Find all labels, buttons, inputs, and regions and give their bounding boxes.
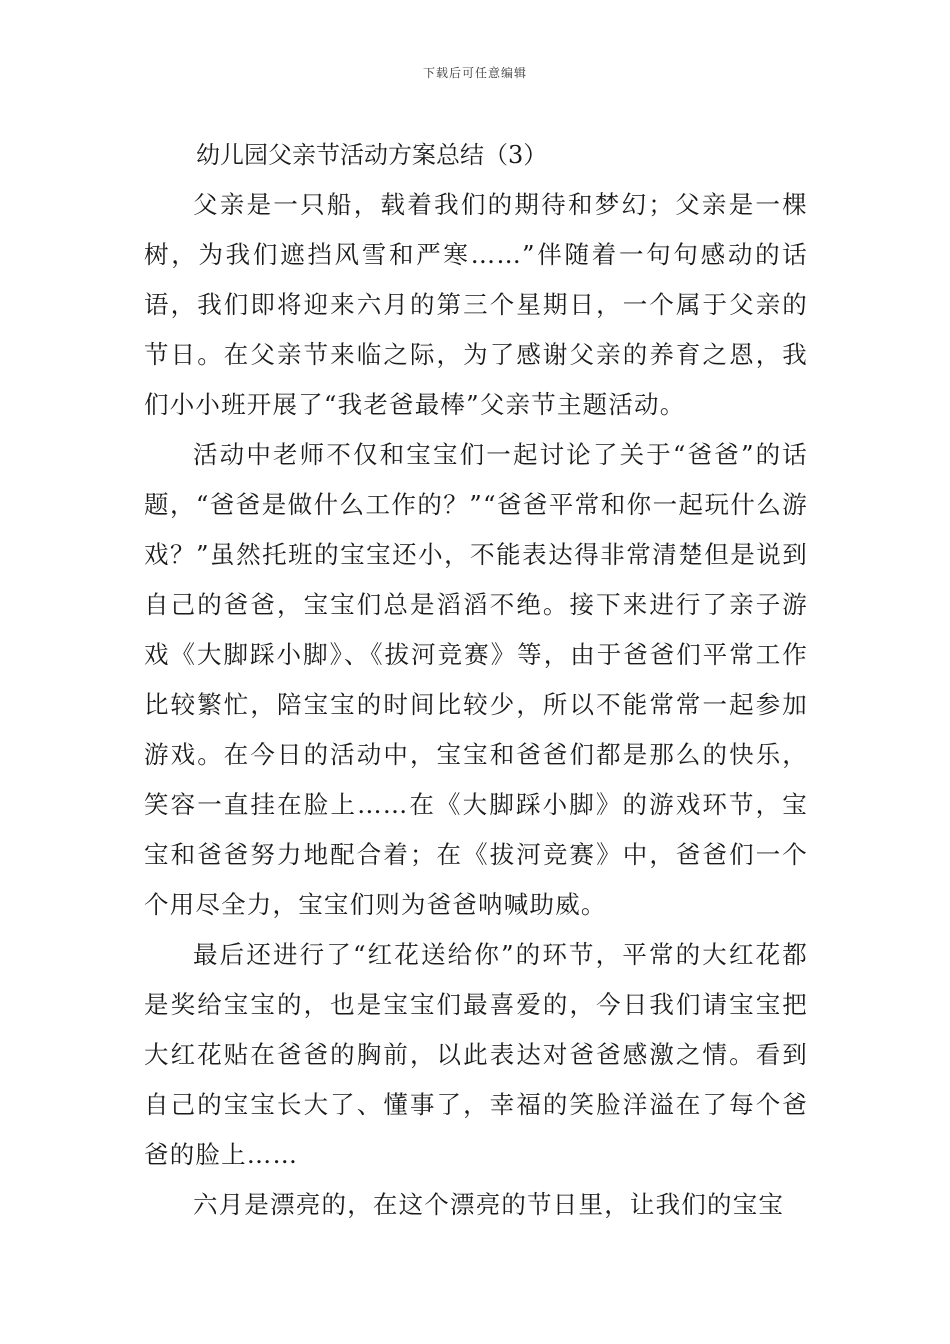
paragraph-3: 最后还进行了“红花送给你”的环节，平常的大红花都是奖给宝宝的，也是宝宝们最喜爱的，今日我们请宝宝把大红花贴在爸爸的胸前，以此表达对爸爸感激之情。看到自己的宝宝长大了、懂事了，幸福的笑脸洋溢在了每个爸爸的脸上……: [144, 940, 808, 1169]
document-title: 幼儿园父亲节活动方案总结（3）: [196, 141, 548, 169]
paragraph-2: 活动中老师不仅和宝宝们一起讨论了关于“爸爸”的话题，“爸爸是做什么工作的？”“爸爸平常和你一起玩什么游戏？”虽然托班的宝宝还小，不能表达得非常清楚但是说到自己的爸爸，宝宝们总是滔滔不绝。接下来进行了亲子游戏《大脚踩小脚》、《拔河竞赛》等，由于爸爸们平常工作比较繁忙，陪宝宝的时间比较少，所以不能常常一起参加游戏。在今日的活动中，宝宝和爸爸们都是那么的快乐，笑容一直挂在脸上……在《大脚踩小脚》的游戏环节，宝宝和爸爸努力地配合着；在《拔河竞赛》中，爸爸们一个个用尽全力，宝宝们则为爸爸呐喊助威。: [144, 440, 808, 919]
document-body: [144, 130, 808, 1230]
page-header-note: 下载后可任意编辑: [422, 66, 527, 80]
paragraph-1: 父亲是一只船，载着我们的期待和梦幻；父亲是一棵树，为我们遮挡风雪和严寒……”伴随着一句句感动的话语，我们即将迎来六月的第三个星期日，一个属于父亲的节日。在父亲节来临之际，为了感谢父亲的养育之恩，我们小小班开展了“我老爸最棒”父亲节主题活动。: [144, 190, 808, 419]
paragraph-4: 六月是漂亮的，在这个漂亮的节日里，让我们的宝宝: [193, 1190, 785, 1219]
